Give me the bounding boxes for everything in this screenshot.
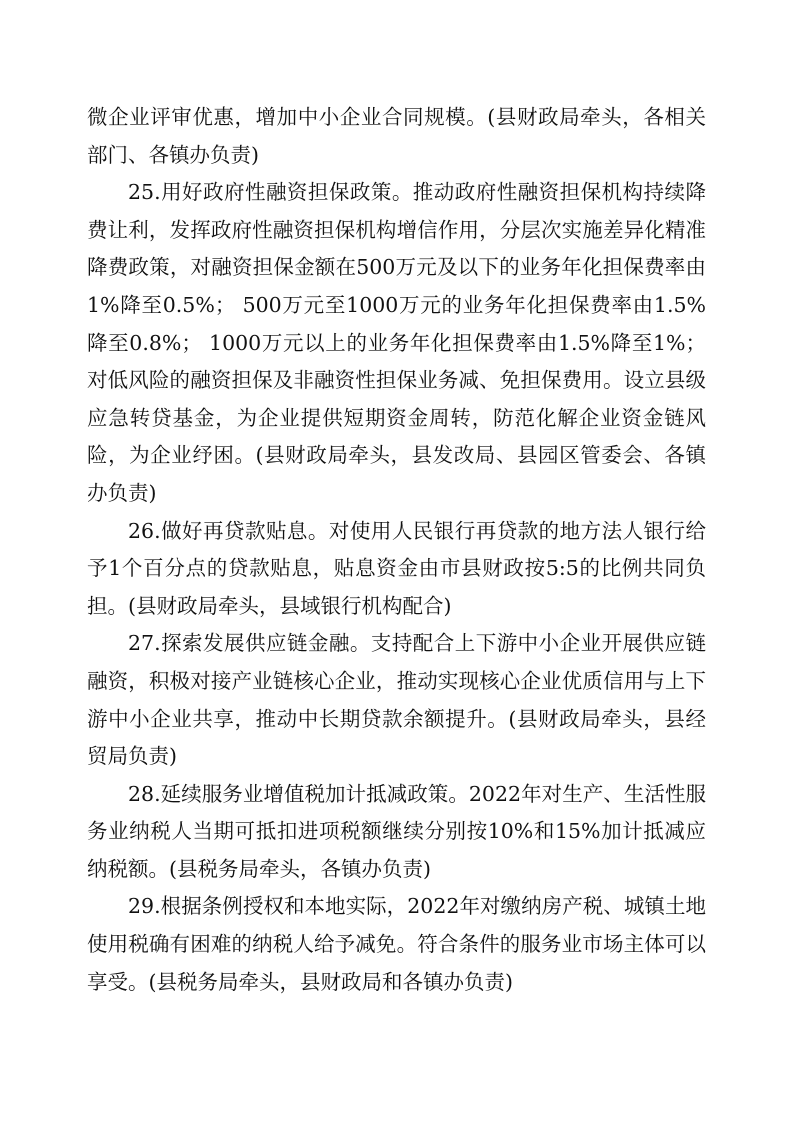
paragraph-item-29: 29.根据条例授权和本地实际，2022年对缴纳房产税、城镇土地使用税确有困难的纳税人给予减免。符合条件的服务业市场主体可以享受。(县税务局牵头，县财政局和各镇办负责) [87,894,706,994]
paragraph-item-27: 27.探索发展供应链金融。支持配合上下游中小企业开展供应链融资，积极对接产业链核心企业，推动实现核心企业优质信用与上下游中小企业共享，推动中长期贷款余额提升。(县财政局牵头，县经贸局负责) [87,631,706,769]
paragraph-item-25: 25.用好政府性融资担保政策。推动政府性融资担保机构持续降费让利，发挥政府性融资担保机构增信作用，分层次实施差异化精准降费政策，对融资担保金额在500万元及以下的业务年化担保费率由1%降至0.5%； 500万元至1000万元的业务年化担保费率由1.5%降至0.8%； 1000万元以上的业务年化担保费率由1.5%降至1%；对低风险的融资担保及非融资性担保业务减、免担保费用。设立县级应急转贷基金，为企业提供短期资金周转，防范化解企业资金链风险，为企业纾困。(县财政局牵头，县发改局、县园区管委会、各镇办负责) [87,180,706,505]
paragraph-continuation: 微企业评审优惠，增加中小企业合同规模。(县财政局牵头，各相关部门、各镇办负责) [87,105,706,167]
paragraph-item-26: 26.做好再贷款贴息。对使用人民银行再贷款的地方法人银行给予1个百分点的贷款贴息，贴息资金由市县财政按5:5的比例共同负担。(县财政局牵头，县域银行机构配合) [87,518,706,618]
paragraph-item-28: 28.延续服务业增值税加计抵减政策。2022年对生产、生活性服务业纳税人当期可抵扣进项税额继续分别按10%和15%加计抵减应纳税额。(县税务局牵头，各镇办负责) [87,781,706,881]
